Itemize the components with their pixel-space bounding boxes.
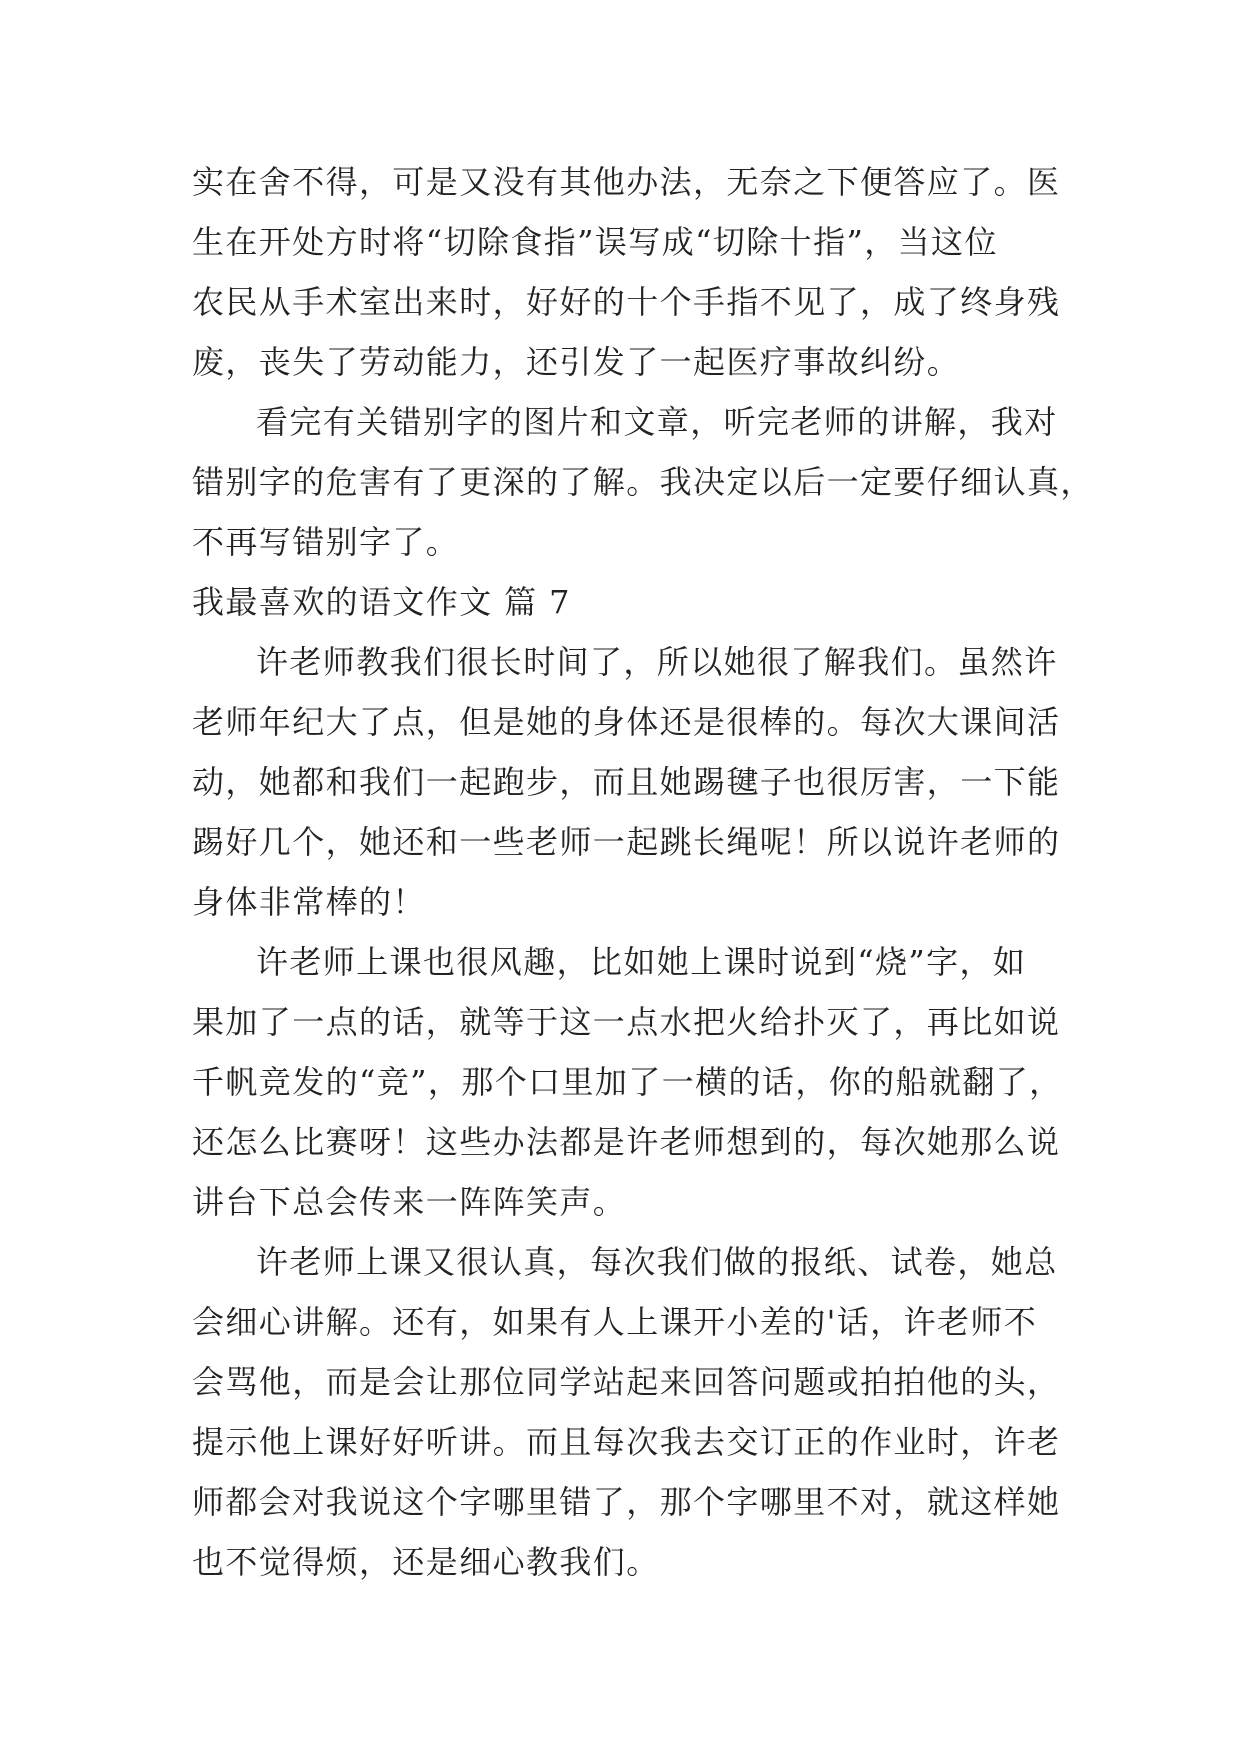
text-line: 千帆竞发的“竞”，那个口里加了一横的话，你的船就翻了， bbox=[192, 1063, 1063, 1101]
text-line: 讲台下总会传来一阵阵笑声。 bbox=[192, 1183, 627, 1221]
paragraph-start-line: 看完有关错别字的图片和文章，听完老师的讲解，我对 bbox=[256, 403, 1058, 441]
paragraph-start-line: 许老师教我们很长时间了，所以她很了解我们。虽然许 bbox=[256, 643, 1058, 681]
text-line: 提示他上课好好听讲。而且每次我去交订正的作业时，许老 bbox=[192, 1423, 1061, 1461]
text-line: 也不觉得烦，还是细心教我们。 bbox=[192, 1543, 660, 1581]
text-line: 老师年纪大了点，但是她的身体还是很棒的。每次大课间活 bbox=[192, 703, 1061, 741]
text-line: 错别字的危害有了更深的了解。我决定以后一定要仔细认真， bbox=[192, 463, 1094, 501]
text-line: 会骂他，而是会让那位同学站起来回答问题或拍拍他的头， bbox=[192, 1363, 1061, 1401]
text-line: 身体非常棒的！ bbox=[192, 883, 426, 921]
text-line: 动，她都和我们一起跑步，而且她踢毽子也很厉害，一下能 bbox=[192, 763, 1061, 801]
text-line: 会细心讲解。还有，如果有人上课开小差的'话，许老师不 bbox=[192, 1303, 1038, 1341]
text-line: 踢好几个，她还和一些老师一起跳长绳呢！所以说许老师的 bbox=[192, 823, 1061, 861]
text-line: 农民从手术室出来时，好好的十个手指不见了，成了终身残 bbox=[192, 283, 1061, 321]
text-line: 师都会对我说这个字哪里错了，那个字哪里不对，就这样她 bbox=[192, 1483, 1061, 1521]
paragraph-start-line: 许老师上课也很风趣，比如她上课时说到“烧”字，如 bbox=[256, 943, 1027, 981]
text-line: 废，丧失了劳动能力，还引发了一起医疗事故纠纷。 bbox=[192, 343, 961, 381]
text-line: 实在舍不得，可是又没有其他办法，无奈之下便答应了。医 bbox=[192, 163, 1061, 201]
section-heading: 我最喜欢的语文作文 篇 7 bbox=[192, 583, 571, 621]
text-line: 不再写错别字了。 bbox=[192, 523, 460, 561]
text-line: 还怎么比赛呀！这些办法都是许老师想到的，每次她那么说 bbox=[192, 1123, 1061, 1161]
paragraph-start-line: 许老师上课又很认真，每次我们做的报纸、试卷，她总 bbox=[256, 1243, 1058, 1281]
text-line: 果加了一点的话，就等于这一点水把火给扑灭了，再比如说 bbox=[192, 1003, 1061, 1041]
text-line: 生在开处方时将“切除食指”误写成“切除十指”，当这位 bbox=[192, 223, 998, 261]
